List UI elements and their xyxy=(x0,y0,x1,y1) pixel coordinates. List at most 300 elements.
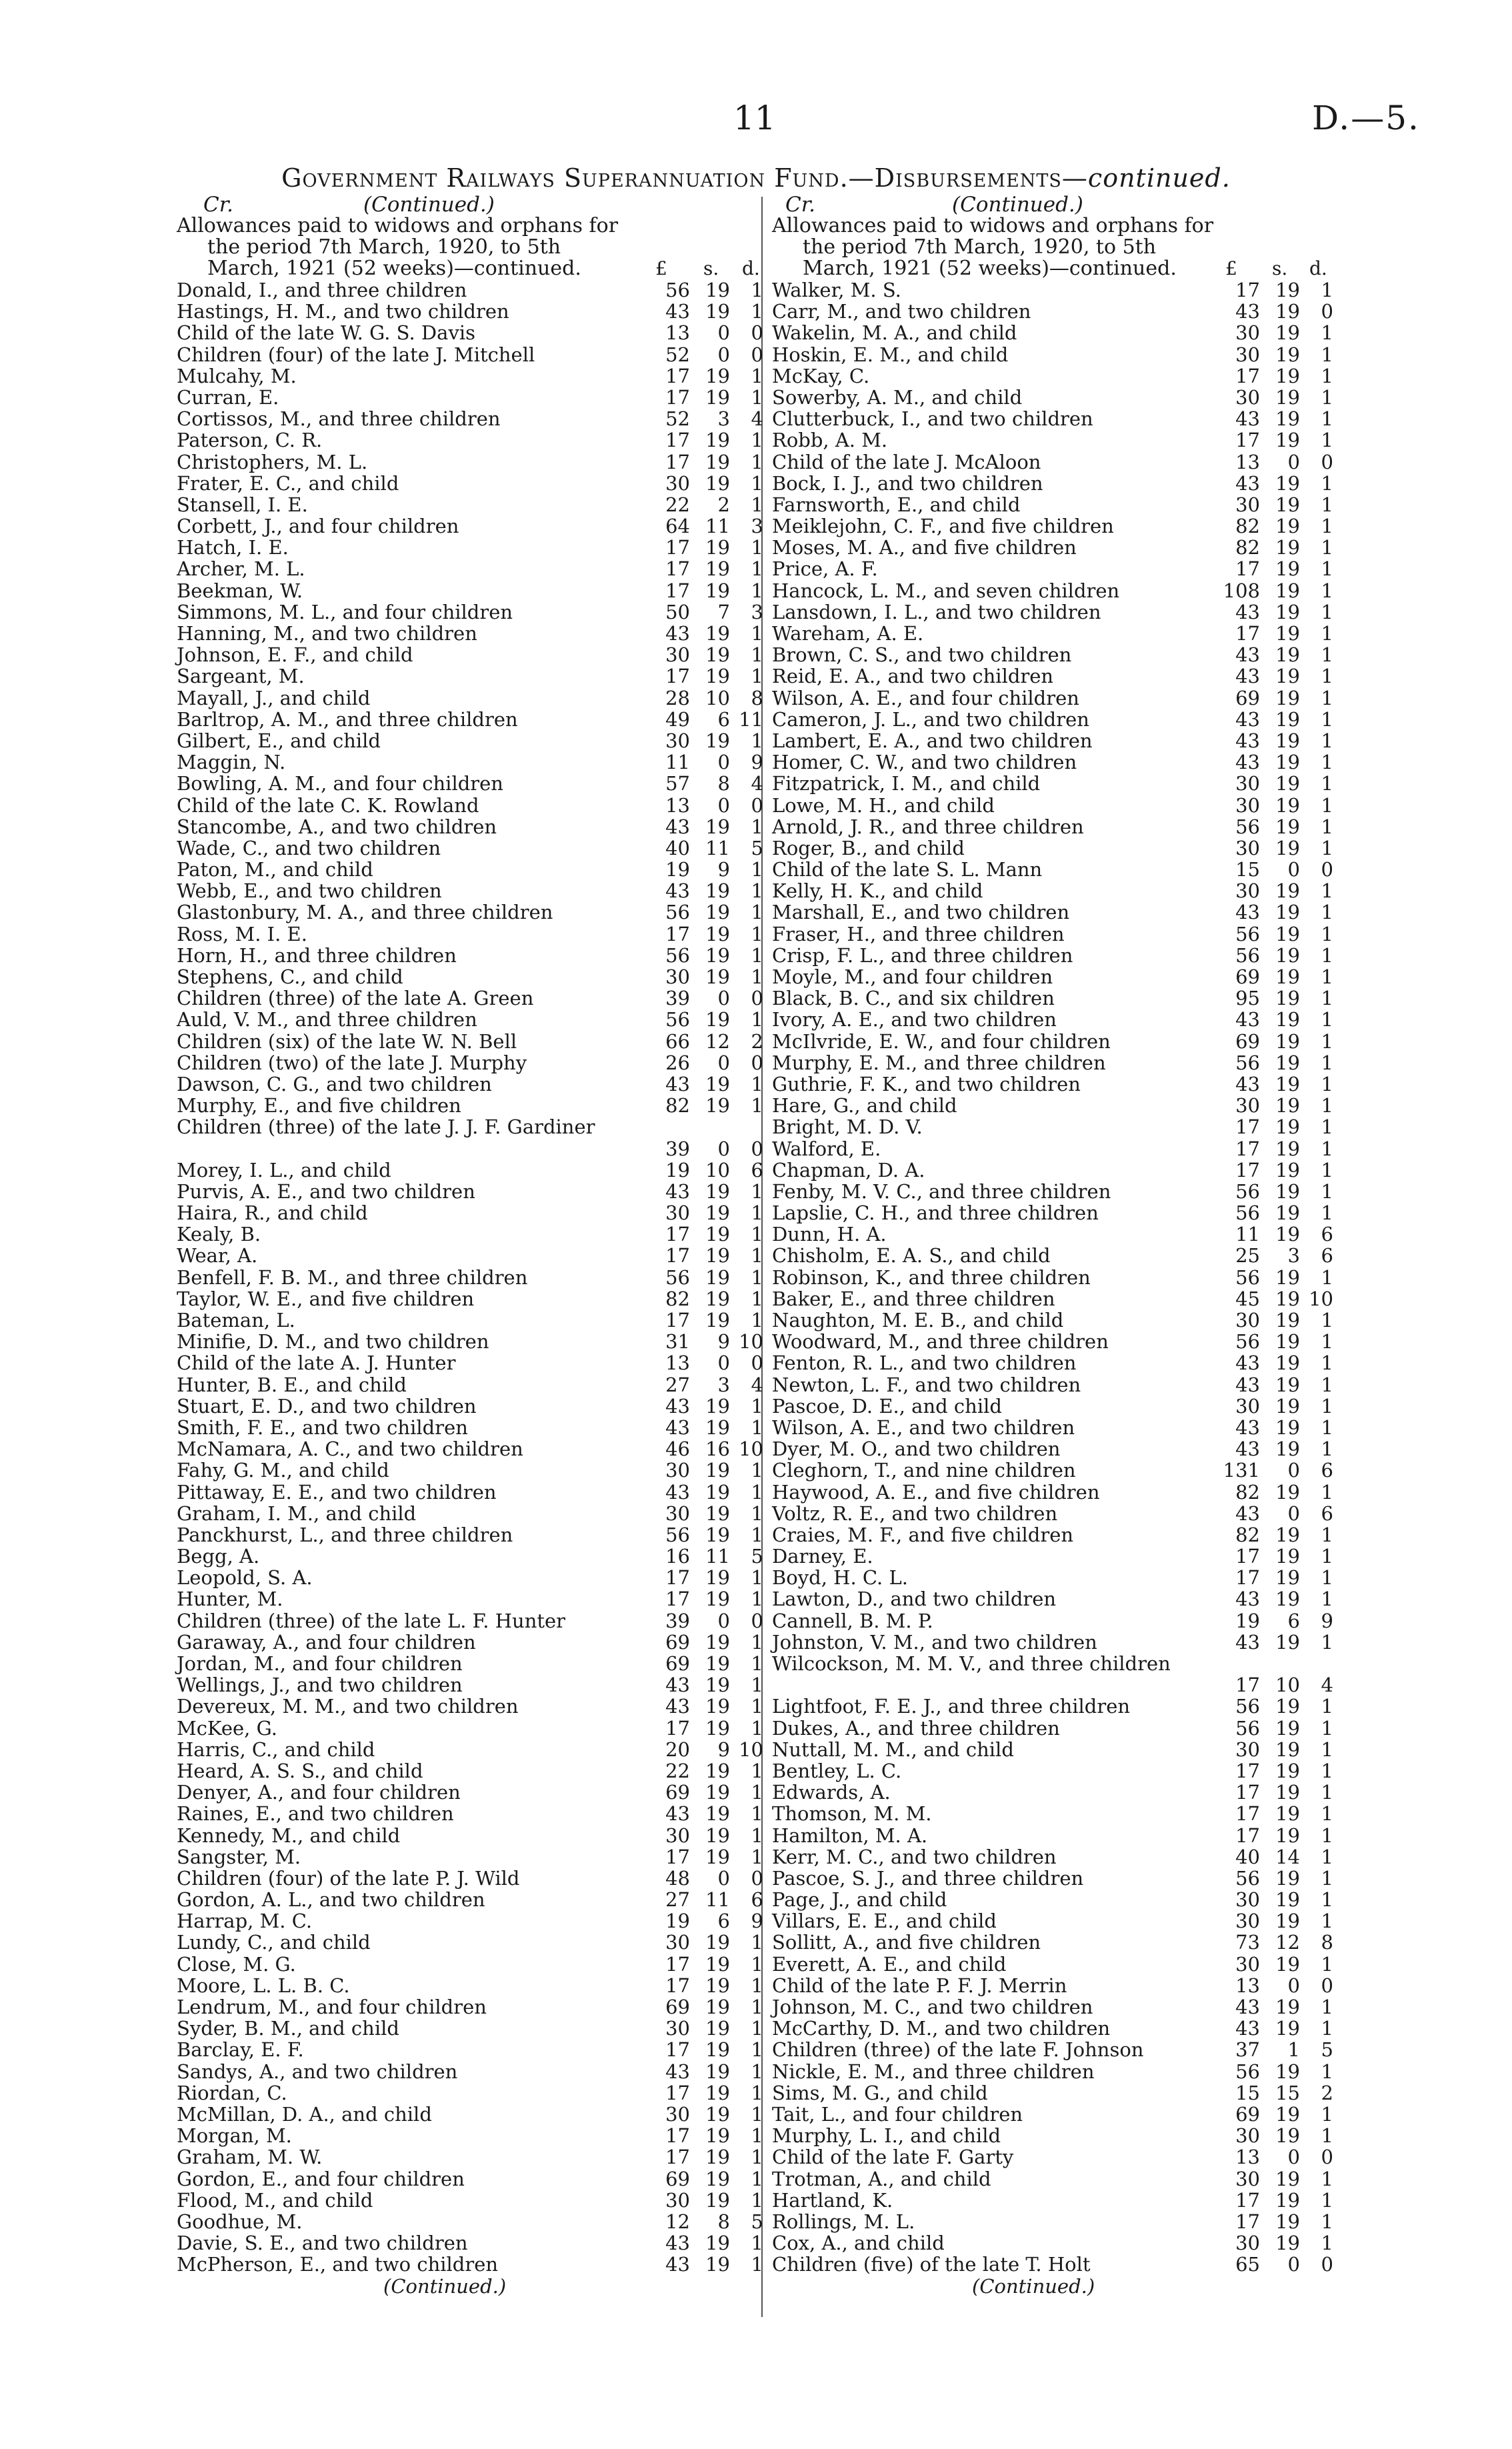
amount-shillings: 19 xyxy=(705,1566,730,1590)
amount-pence: 1 xyxy=(751,1416,763,1439)
amount-pence: 1 xyxy=(751,2060,763,2083)
table-row xyxy=(772,1932,1333,1953)
amount-pence: 4 xyxy=(751,407,763,431)
recipient-name: McKay, C. xyxy=(772,364,870,387)
amount-pounds: 17 xyxy=(665,1716,690,1740)
amount-pence: 1 xyxy=(1321,1566,1333,1590)
recipient-name: Woodward, M., and three children xyxy=(772,1330,1109,1354)
amount-shillings: 19 xyxy=(705,1630,730,1654)
amount-shillings: 19 xyxy=(705,2060,730,2083)
amount-pounds: 30 xyxy=(1235,493,1260,516)
amount-shillings: 16 xyxy=(705,1438,730,1461)
recipient-name: Page, J., and child xyxy=(772,1888,947,1912)
table-row xyxy=(772,429,1333,451)
amount-pence: 1 xyxy=(1321,364,1333,387)
recipient-name: Wakelin, M. A., and child xyxy=(772,321,1017,345)
amount-pounds: 69 xyxy=(665,1996,690,2019)
amount-shillings: 19 xyxy=(705,1781,730,1804)
amount-pence: 1 xyxy=(1321,1352,1333,1375)
amount-pounds: 69 xyxy=(665,1652,690,1676)
recipient-name: Arnold, J. R., and three children xyxy=(772,815,1084,838)
amount-pounds: 56 xyxy=(1235,1695,1260,1718)
table-row xyxy=(177,730,765,751)
table-row xyxy=(177,473,765,494)
table-row xyxy=(177,2146,765,2168)
amount-pounds: 43 xyxy=(665,1674,690,1697)
recipient-name: Heard, A. S. S., and child xyxy=(177,1759,423,1782)
amount-pounds: 19 xyxy=(1235,1609,1260,1632)
amount-shillings: 19 xyxy=(705,1588,730,1611)
amount-shillings: 19 xyxy=(705,385,730,409)
amount-pence: 1 xyxy=(751,1480,763,1504)
amount-shillings: 19 xyxy=(1275,1394,1300,1418)
amount-pence: 1 xyxy=(751,1845,763,1868)
amount-pence: 0 xyxy=(1321,858,1333,881)
table-row xyxy=(772,644,1333,665)
table-row xyxy=(772,1396,1333,1417)
shillings-header: s. xyxy=(703,257,719,279)
amount-pounds: 30 xyxy=(665,1502,690,1525)
recipient-name: Child of the late C. K. Rowland xyxy=(177,793,479,817)
amount-shillings: 19 xyxy=(1275,1630,1300,1654)
table-row xyxy=(772,473,1333,494)
amount-pounds: 57 xyxy=(665,772,690,795)
recipient-name: Garaway, A., and four children xyxy=(177,1630,476,1654)
amount-pence: 1 xyxy=(1321,1630,1333,1654)
recipient-name: Christophers, M. L. xyxy=(177,450,368,473)
right-column xyxy=(772,195,1333,2298)
amount-shillings: 6 xyxy=(717,707,730,731)
amount-shillings: 19 xyxy=(1275,665,1300,688)
amount-shillings: 19 xyxy=(705,1480,730,1504)
amount-pence: 1 xyxy=(751,1824,763,1847)
table-row xyxy=(772,837,1333,859)
amount-pounds: 43 xyxy=(1235,643,1260,667)
recipient-name: Rollings, M. L. xyxy=(772,2210,915,2233)
recipient-name: Benfell, F. B. M., and three children xyxy=(177,1266,528,1289)
amount-pounds: 56 xyxy=(665,1266,690,1289)
table-row xyxy=(177,1438,765,1460)
recipient-name: Stansell, I. E. xyxy=(177,493,308,516)
amount-shillings: 11 xyxy=(705,515,730,538)
table-row xyxy=(772,1610,1333,1632)
amount-pence: 1 xyxy=(751,622,763,645)
table-row xyxy=(177,1760,765,1782)
table-row xyxy=(772,1202,1333,1223)
amount-shillings: 15 xyxy=(1275,2081,1300,2104)
amount-pence: 10 xyxy=(739,1738,763,1761)
amount-shillings: 19 xyxy=(705,2146,730,2169)
amount-shillings: 19 xyxy=(705,557,730,581)
recipient-name: Child of the late J. McAloon xyxy=(772,450,1041,473)
recipient-name: Tait, L., and four children xyxy=(772,2102,1023,2126)
amount-pounds: 43 xyxy=(1235,665,1260,688)
amount-pounds: 17 xyxy=(1235,1759,1260,1782)
amount-pence: 1 xyxy=(1321,836,1333,859)
table-row xyxy=(772,2039,1333,2060)
continued-label: (Continued.) xyxy=(363,193,495,217)
amount-pounds: 11 xyxy=(1235,1223,1260,1246)
recipient-name: Lendrum, M., and four children xyxy=(177,1996,487,2019)
amount-shillings: 19 xyxy=(1275,2017,1300,2040)
amount-pence: 1 xyxy=(751,300,763,323)
recipient-name: Cleghorn, T., and nine children xyxy=(772,1459,1076,1482)
recipient-name: Children (three) of the late L. F. Hunter xyxy=(177,1609,566,1632)
table-row xyxy=(772,580,1333,601)
amount-pounds: 30 xyxy=(665,643,690,667)
table-row xyxy=(772,945,1333,966)
table-row xyxy=(772,408,1333,429)
amount-pence: 0 xyxy=(751,1609,763,1632)
table-row xyxy=(177,1202,765,1223)
recipient-name: Reid, E. A., and two children xyxy=(772,665,1054,688)
amount-pence: 1 xyxy=(1321,2060,1333,2083)
amount-shillings: 19 xyxy=(1275,536,1300,559)
amount-pounds: 17 xyxy=(1235,1824,1260,1847)
recipient-name: Stancombe, A., and two children xyxy=(177,815,497,838)
amount-pence: 1 xyxy=(751,2038,763,2062)
recipient-name: Goodhue, M. xyxy=(177,2210,303,2233)
amount-pounds: 43 xyxy=(1235,1352,1260,1375)
recipient-name: Children (three) of the late F. Johnson xyxy=(772,2038,1144,2062)
recipient-name: Sowerby, A. M., and child xyxy=(772,385,1023,409)
amount-shillings: 19 xyxy=(1275,1179,1300,1203)
table-row xyxy=(772,816,1333,837)
table-row xyxy=(177,2018,765,2039)
recipient-name: Gordon, E., and four children xyxy=(177,2167,465,2190)
amount-shillings: 0 xyxy=(717,751,730,774)
amount-pounds: 56 xyxy=(1235,1179,1260,1203)
amount-pence: 0 xyxy=(751,987,763,1010)
recipient-name: Roger, B., and child xyxy=(772,836,965,859)
table-row xyxy=(177,494,765,515)
recipient-name: Bowling, A. M., and four children xyxy=(177,772,503,795)
table-row xyxy=(772,601,1333,623)
amount-shillings: 12 xyxy=(1275,1931,1300,1954)
recipient-name: Sollitt, A., and five children xyxy=(772,1931,1041,1954)
shillings-header: s. xyxy=(1272,257,1288,279)
amount-pounds: 43 xyxy=(1235,407,1260,431)
recipient-name: Lowe, M. H., and child xyxy=(772,793,995,817)
amount-pence: 1 xyxy=(1321,751,1333,774)
amount-pounds: 43 xyxy=(1235,1373,1260,1396)
recipient-name: Paton, M., and child xyxy=(177,858,373,881)
recipient-name: Stuart, E. D., and two children xyxy=(177,1394,477,1418)
recipient-name: Corbett, J., and four children xyxy=(177,515,459,538)
amount-pence: 1 xyxy=(751,1459,763,1482)
recipient-name: Hoskin, E. M., and child xyxy=(772,343,1009,366)
amount-pence: 1 xyxy=(1321,879,1333,903)
amount-pence: 1 xyxy=(1321,321,1333,345)
amount-shillings: 19 xyxy=(705,536,730,559)
amount-pence: 1 xyxy=(1321,1824,1333,1847)
amount-pounds: 69 xyxy=(1235,1029,1260,1053)
amount-pounds: 39 xyxy=(665,1137,690,1160)
amount-pence: 1 xyxy=(1321,1759,1333,1782)
amount-pounds: 56 xyxy=(665,901,690,924)
amount-shillings: 19 xyxy=(1275,1480,1300,1504)
amount-pence: 1 xyxy=(1321,622,1333,645)
amount-shillings: 0 xyxy=(1287,450,1300,473)
recipient-name: Marshall, E., and two children xyxy=(772,901,1070,924)
recipient-name: Newton, L. F., and two children xyxy=(772,1373,1081,1396)
amount-pounds: 30 xyxy=(1235,1952,1260,1976)
amount-pounds: 30 xyxy=(1235,1094,1260,1117)
table-row xyxy=(177,1567,765,1588)
amount-shillings: 6 xyxy=(1287,1609,1300,1632)
amount-pence: 1 xyxy=(1321,1438,1333,1461)
recipient-name: Jordan, M., and four children xyxy=(177,1652,463,1676)
recipient-name: Raines, E., and two children xyxy=(177,1802,454,1826)
amount-pounds: 30 xyxy=(1235,879,1260,903)
recipient-name: Glastonbury, M. A., and three children xyxy=(177,901,553,924)
amount-pence: 6 xyxy=(1321,1223,1333,1246)
amount-pence: 1 xyxy=(1321,1094,1333,1117)
amount-shillings: 19 xyxy=(1275,1008,1300,1031)
recipient-name: Fitzpatrick, I. M., and child xyxy=(772,772,1041,795)
amount-pounds: 30 xyxy=(665,2102,690,2126)
amount-pence: 1 xyxy=(751,1974,763,1997)
amount-shillings: 19 xyxy=(705,2253,730,2276)
amount-pounds: 48 xyxy=(665,1866,690,1890)
recipient-name: Walker, M. S. xyxy=(772,279,901,301)
amount-pence: 1 xyxy=(1321,1115,1333,1139)
amount-shillings: 3 xyxy=(1287,1244,1300,1268)
amount-shillings: 19 xyxy=(705,1974,730,1997)
amount-pence: 1 xyxy=(751,579,763,602)
table-row xyxy=(772,1653,1333,1696)
table-row xyxy=(772,1889,1333,1910)
recipient-name: Murphy, E., and five children xyxy=(177,1094,461,1117)
amount-pounds: 17 xyxy=(1235,1566,1260,1590)
table-row xyxy=(177,880,765,901)
amount-pence: 8 xyxy=(751,686,763,709)
table-row xyxy=(772,1331,1333,1352)
table-row xyxy=(772,1159,1333,1181)
amount-shillings: 1 xyxy=(1287,2038,1300,2062)
amount-pence: 1 xyxy=(751,965,763,988)
amount-pence: 5 xyxy=(751,2210,763,2233)
amount-pounds: 43 xyxy=(665,1072,690,1095)
recipient-name: Frater, E. C., and child xyxy=(177,471,399,495)
amount-shillings: 11 xyxy=(705,1888,730,1912)
amount-pounds: 30 xyxy=(1235,2167,1260,2190)
amount-pounds: 30 xyxy=(1235,836,1260,859)
amount-pounds: 30 xyxy=(665,471,690,495)
amount-pence: 1 xyxy=(1321,600,1333,623)
amount-pounds: 28 xyxy=(665,686,690,709)
amount-pence: 9 xyxy=(1321,1609,1333,1632)
amount-pence: 1 xyxy=(751,815,763,838)
recipient-name: Donald, I., and three children xyxy=(177,279,467,301)
amount-pence: 0 xyxy=(751,1866,763,1890)
amount-pounds: 15 xyxy=(1235,858,1260,881)
table-row xyxy=(772,1825,1333,1846)
amount-shillings: 19 xyxy=(1275,364,1300,387)
recipient-name: Fenby, M. V. C., and three children xyxy=(772,1179,1111,1203)
recipient-name: Morey, I. L., and child xyxy=(177,1158,391,1181)
amount-pounds: 43 xyxy=(665,1695,690,1718)
recipient-name: Maggin, N. xyxy=(177,751,286,774)
amount-pence: 1 xyxy=(751,536,763,559)
amount-shillings: 19 xyxy=(705,1201,730,1225)
amount-pounds: 46 xyxy=(665,1438,690,1461)
left-column xyxy=(177,195,765,2298)
amount-pounds: 66 xyxy=(665,1029,690,1053)
table-row xyxy=(772,966,1333,987)
table-row xyxy=(177,1932,765,1953)
recipient-name: Sims, M. G., and child xyxy=(772,2081,988,2104)
amount-pence: 1 xyxy=(751,429,763,452)
table-row xyxy=(177,1052,765,1073)
recipient-name: Kerr, M. C., and two children xyxy=(772,1845,1057,1868)
amount-pounds: 22 xyxy=(665,1759,690,1782)
amount-shillings: 0 xyxy=(1287,2146,1300,2169)
table-row xyxy=(177,2061,765,2082)
amount-pence: 1 xyxy=(751,1072,763,1095)
amount-shillings: 19 xyxy=(1275,922,1300,945)
recipient-name: Cox, A., and child xyxy=(772,2232,945,2255)
amount-shillings: 19 xyxy=(1275,1716,1300,1740)
table-row xyxy=(177,1975,765,1996)
amount-shillings: 19 xyxy=(705,1459,730,1482)
amount-pence: 1 xyxy=(1321,1866,1333,1890)
amount-shillings: 19 xyxy=(705,1759,730,1782)
recipient-name: Beekman, W. xyxy=(177,579,303,602)
amount-shillings: 19 xyxy=(705,1008,730,1031)
amount-pounds: 22 xyxy=(665,493,690,516)
amount-shillings: 19 xyxy=(1275,1051,1300,1074)
amount-pence: 1 xyxy=(1321,1158,1333,1181)
recipient-name: Fraser, H., and three children xyxy=(772,922,1065,945)
amount-pence: 2 xyxy=(1321,2081,1333,2104)
amount-pounds: 69 xyxy=(665,1630,690,1654)
amount-shillings: 0 xyxy=(717,1051,730,1074)
amount-pence: 1 xyxy=(1321,2124,1333,2148)
amount-pounds: 30 xyxy=(665,2017,690,2040)
amount-pounds: 20 xyxy=(665,1738,690,1761)
recipient-name: Thomson, M. M. xyxy=(772,1802,932,1826)
amount-pence: 1 xyxy=(1321,1996,1333,2019)
amount-shillings: 0 xyxy=(717,793,730,817)
amount-pence: 1 xyxy=(1321,1716,1333,1740)
intro-line: March, 1921 (52 weeks)—continued. xyxy=(803,257,1177,280)
recipient-name: Everett, A. E., and child xyxy=(772,1952,1007,1976)
amount-shillings: 19 xyxy=(705,1996,730,2019)
amount-pounds: 43 xyxy=(1235,901,1260,924)
recipient-name: Naughton, M. E. B., and child xyxy=(772,1309,1064,1332)
recipient-name: Graham, I. M., and child xyxy=(177,1502,417,1525)
recipient-name: Bright, M. D. V. xyxy=(772,1115,923,1139)
amount-pounds: 43 xyxy=(1235,1416,1260,1439)
table-row xyxy=(772,1954,1333,1975)
table-row xyxy=(177,1825,765,1846)
amount-shillings: 19 xyxy=(705,643,730,667)
amount-shillings: 19 xyxy=(1275,965,1300,988)
recipient-name: Pascoe, S. J., and three children xyxy=(772,1866,1084,1890)
recipient-name: Hancock, L. M., and seven children xyxy=(772,579,1120,602)
table-row xyxy=(772,301,1333,322)
amount-shillings: 19 xyxy=(1275,1888,1300,1912)
recipient-name: Devereux, M. M., and two children xyxy=(177,1695,519,1718)
amount-pounds: 43 xyxy=(1235,2017,1260,2040)
amount-shillings: 19 xyxy=(705,1674,730,1697)
amount-pence: 0 xyxy=(1321,450,1333,473)
amount-shillings: 19 xyxy=(1275,793,1300,817)
amount-shillings: 19 xyxy=(1275,901,1300,924)
amount-shillings: 0 xyxy=(717,1866,730,1890)
amount-shillings: 19 xyxy=(705,729,730,752)
table-row xyxy=(177,1417,765,1438)
amount-pounds: 11 xyxy=(665,751,690,774)
amount-pounds: 17 xyxy=(665,1588,690,1611)
table-row xyxy=(772,773,1333,794)
amount-shillings: 19 xyxy=(705,450,730,473)
table-row xyxy=(177,1718,765,1739)
amount-shillings: 19 xyxy=(1275,1545,1300,1568)
table-row xyxy=(177,1396,765,1417)
recipient-name: Lansdown, I. L., and two children xyxy=(772,600,1101,623)
amount-shillings: 19 xyxy=(705,1287,730,1310)
table-row xyxy=(177,2104,765,2125)
amount-pounds: 13 xyxy=(665,321,690,345)
amount-shillings: 19 xyxy=(1275,1759,1300,1782)
amount-shillings: 3 xyxy=(717,1373,730,1396)
recipient-name: Paterson, C. R. xyxy=(177,429,323,452)
table-row xyxy=(772,1546,1333,1567)
recipient-name: Pittaway, E. E., and two children xyxy=(177,1480,497,1504)
table-row xyxy=(177,1031,765,1052)
amount-pounds: 31 xyxy=(665,1330,690,1354)
amount-pounds: 43 xyxy=(665,1802,690,1826)
amount-pence: 1 xyxy=(751,1094,763,1117)
amount-pounds: 17 xyxy=(665,1223,690,1246)
amount-pounds: 17 xyxy=(665,1845,690,1868)
table-row xyxy=(772,2125,1333,2146)
amount-pence: 4 xyxy=(751,772,763,795)
amount-pence: 1 xyxy=(751,2188,763,2212)
amount-pence: 1 xyxy=(751,2253,763,2276)
amount-shillings: 19 xyxy=(705,1652,730,1676)
table-row xyxy=(177,773,765,794)
recipient-name: Barclay, E. F. xyxy=(177,2038,304,2062)
recipient-name: Panckhurst, L., and three children xyxy=(177,1523,513,1546)
amount-pounds: 17 xyxy=(665,2038,690,2062)
amount-shillings: 6 xyxy=(717,1910,730,1933)
recipient-name: Wilson, A. E., and two children xyxy=(772,1416,1075,1439)
recipient-name: Children (three) of the late A. Green xyxy=(177,987,534,1010)
amount-pence: 1 xyxy=(1321,1373,1333,1396)
table-row xyxy=(772,451,1333,473)
table-row xyxy=(177,623,765,644)
table-row xyxy=(772,1782,1333,1803)
table-row xyxy=(772,387,1333,408)
amount-shillings: 19 xyxy=(1275,1738,1300,1761)
amount-pence: 1 xyxy=(1321,772,1333,795)
amount-pence: 1 xyxy=(751,1931,763,1954)
table-row xyxy=(772,2254,1333,2275)
table-row xyxy=(772,344,1333,365)
recipient-name: Children (six) of the late W. N. Bell xyxy=(177,1029,517,1053)
amount-pence: 2 xyxy=(751,1029,763,1053)
recipient-name: Harrap, M. C. xyxy=(177,1910,313,1933)
recipient-name: McMillan, D. A., and child xyxy=(177,2102,432,2126)
amount-pounds: 56 xyxy=(1235,1330,1260,1354)
table-row xyxy=(772,1031,1333,1052)
heading-main: Government Railways Superannuation Fund.—Disbursements— xyxy=(281,163,1088,193)
recipient-name: Nuttall, M. M., and child xyxy=(772,1738,1014,1761)
amount-pounds: 17 xyxy=(665,922,690,945)
